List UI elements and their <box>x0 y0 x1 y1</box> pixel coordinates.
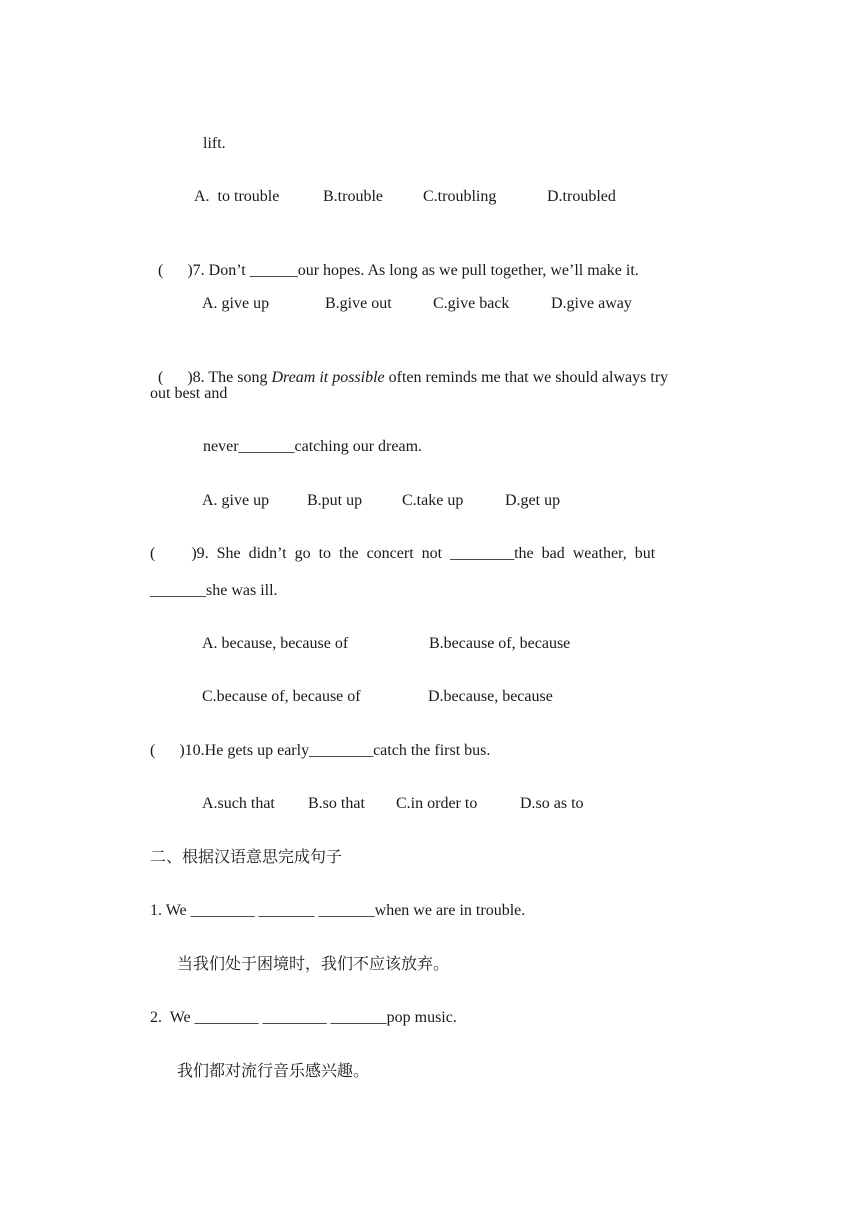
answer-bracket: ( ) <box>158 369 193 386</box>
answer-bracket: ( ) <box>158 262 193 279</box>
q8-option-b: B.put up <box>307 492 363 509</box>
q10-option-d: D.so as to <box>520 795 584 812</box>
question-9-line-1: ( )9. She didn’t go to the concert not ________the bad weather, but <box>150 545 656 562</box>
q6-option-d: D.troubled <box>547 188 616 205</box>
sentence-1-english: 1. We ________ _______ _______when we are in trouble. <box>150 902 526 919</box>
sentence-2-chinese: 我们都对流行音乐感兴趣。 <box>177 1063 370 1080</box>
question-8-text-before: 8. The song <box>192 369 272 386</box>
question-7-text: 7. Don’t ______our hopes. As long as we pull together, we’ll make it. <box>192 262 639 279</box>
q7-option-b: B.give out <box>325 295 392 312</box>
q6-option-b: B.trouble <box>323 188 383 205</box>
sentence-1-chinese: 当我们处于困境时，我们不应该放弃。 <box>177 956 450 973</box>
question-8-line-1 <box>150 348 668 388</box>
q9-option-c: C.because of, because of <box>202 688 361 705</box>
q7-option-c: C.give back <box>433 295 510 312</box>
question-10: ( )10.He gets up early________catch the first bus. <box>150 742 491 759</box>
question-7 <box>150 241 639 281</box>
q8-option-d: D.get up <box>505 492 561 509</box>
q10-option-b: B.so that <box>308 795 365 812</box>
sentence-2-english: 2. We ________ ________ _______pop music. <box>150 1009 457 1026</box>
q9-option-d: D.because, because <box>428 688 553 705</box>
q8-option-a: A. give up <box>202 492 270 509</box>
q7-option-d: D.give away <box>551 295 632 312</box>
q10-option-a: A.such that <box>202 795 275 812</box>
song-title: Dream it possible <box>271 369 385 386</box>
question-8-line-3: never_______catching our dream. <box>203 438 423 455</box>
section-2-heading: 二、根据汉语意思完成句子 <box>150 849 343 866</box>
question-9-line-2: _______she was ill. <box>150 582 278 599</box>
q9-option-b: B.because of, because <box>429 635 571 652</box>
q9-option-a: A. because, because of <box>202 635 349 652</box>
question-8-text-after: often reminds me that we should always try <box>384 369 669 386</box>
question-8-line-2: out best and <box>150 385 228 402</box>
question-6-continuation: lift. <box>203 135 226 152</box>
q8-option-c: C.take up <box>402 492 464 509</box>
q6-option-c: C.troubling <box>423 188 497 205</box>
q10-option-c: C.in order to <box>396 795 478 812</box>
q7-option-a: A. give up <box>202 295 270 312</box>
q6-option-a: A. to trouble <box>194 188 280 205</box>
